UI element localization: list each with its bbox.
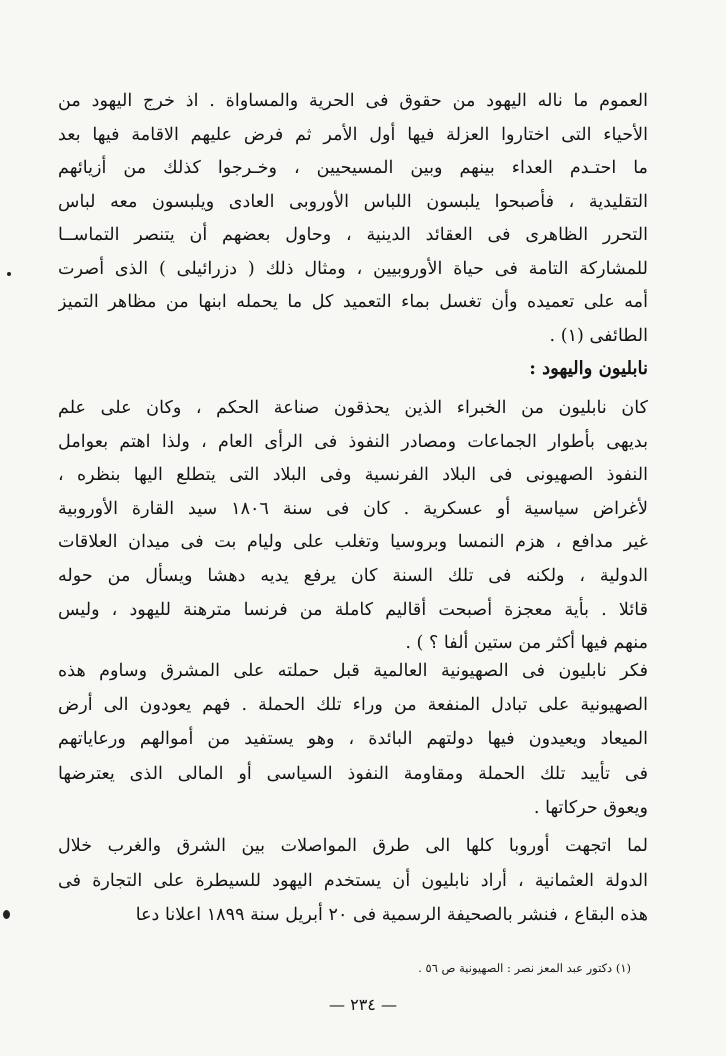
text-line: هذه البقاع ، فنشر بالصحيفة الرسمية فى ٢٠ أبريل سنة ١٨٩٩ اعلانا دعا — [135, 905, 648, 925]
text-line: ما احتـدم العداء بينهم وبين المسيحيين ، وخـرجوا كذلك من أزيائهم — [58, 158, 648, 178]
text-line: غير مدافع ، هزم النمسا وبروسيا وتغلب على وليام بت فى ميدان العلاقات — [58, 532, 648, 553]
text-line: فى تأييد تلك الحملة ومقاومة النفوذ السياسى أو المالى الذى يعترضها — [58, 763, 648, 784]
margin-mark — [3, 910, 10, 919]
text-line: الأحياء التى اختاروا العزلة فيها أول الأمر ثم فرض عليهم الاقامة فيها بعد — [58, 124, 648, 145]
text-line: الدولة العثمانية ، أراد نابليون أن يستخدم اليهود للسيطرة على التجارة فى — [58, 870, 648, 891]
page-number: — ٢٣٤ — — [329, 995, 397, 1014]
text-line: بديهى بأطوار الجماعات ومصادر النفوذ فى الرأى العام ، ولذا اهتم بعوامل — [58, 431, 648, 452]
text-line: الطائفى (١) . — [549, 325, 648, 346]
text-line: لأغراض سياسية أو عسكرية . كان فى سنة ١٨٠٦ سيد القارة الأوروبية — [58, 498, 648, 519]
text-line: النفوذ الصهيونى فى البلاد الفرنسية وفى البلاد التى يتطلع اليها بنظره ، — [58, 465, 648, 486]
text-line: الدولية ، ولكنه فى تلك السنة كان يرفع يديه دهشا ويسأل من حوله — [58, 566, 648, 586]
margin-mark — [7, 272, 11, 276]
text-line: قائلا . بأية معجزة أصبحت أقاليم كاملة من فرنسا مترهنة لليهود ، وليس — [58, 599, 648, 620]
text-line: ويعوق حركاتها . — [533, 797, 648, 818]
footnote: (١) دكتور عبد المعز نصر : الصهيونية ص ٥٦ . — [418, 961, 631, 975]
text-line: العموم ما ناله اليهود من حقوق فى الحرية والمساواة . اذ خرج اليهود من — [58, 91, 648, 111]
text-line: التقليدية ، فأصبحوا يلبسون اللباس الأوروبى العادى ويلبسون معه لباس — [58, 191, 648, 212]
section-heading: نابليون واليهود : — [529, 358, 648, 379]
text-line: التحرر الظاهرى فى العقائد الدينية ، وحاول بعضهم أن يتنصر التماســا — [58, 225, 648, 245]
text-line: كان نابليون من الخبراء الذين يحذقون صناعة الحكم ، وكان على علم — [58, 398, 648, 418]
text-line: فكر نابليون فى الصهيونية العالمية قبل حملته على المشرق وساوم هذه — [58, 661, 648, 681]
text-line: الصهيونية على تبادل المنفعة من وراء تلك الحملة . فهم يعودون الى أرض — [58, 695, 648, 716]
text-line: الميعاد ويعيدون فيها دولتهم البائدة ، وهو يستفيد من أموالهم ورعاياتهم — [58, 729, 648, 750]
text-line: منهم فيها أكثر من ستين ألفا ؟ ) . — [405, 633, 648, 654]
text-line: للمشاركة التامة فى حياة الأوروبيين ، ومثال ذلك ( دزرائيلى ) الذى أصرت — [58, 258, 648, 279]
text-line: أمه على تعميده وأن تغسل بماء التعميد كل ما يحمله ابنها من مظاهر التميز — [58, 292, 648, 312]
text-line: لما اتجهت أوروبا كلها الى طرق المواصلات بين الشرق والغرب خلال — [58, 836, 648, 856]
